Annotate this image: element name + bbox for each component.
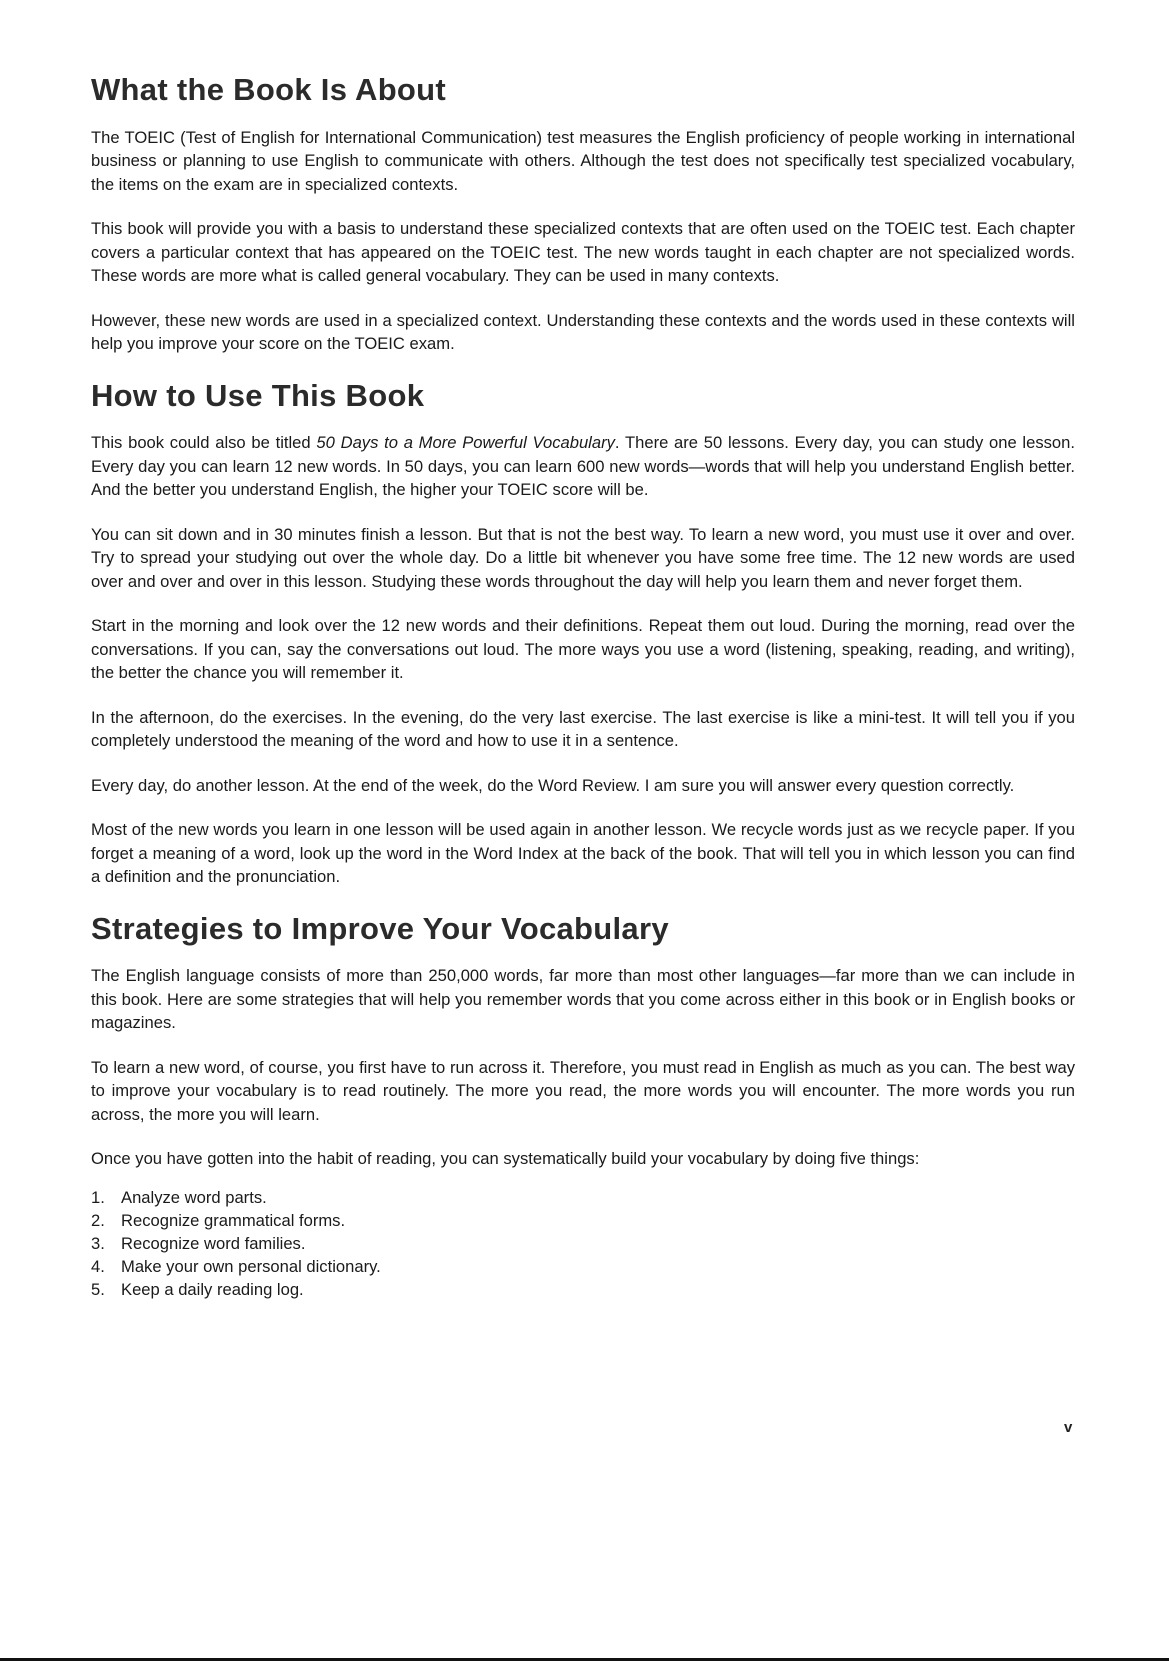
paragraph: Every day, do another lesson. At the end of the week, do the Word Review. I am sure you will answer every question correctly. [91, 775, 1015, 795]
section-how-to-use-this-book [91, 378, 1075, 889]
paragraph: This book will provide you with a basis to understand these specialized contexts that are often used on the TOEIC test. Each chapter covers a particular context that has appeared on the TOEIC test. The new words taught in each chapter are not specialized words. These words are more what is called general vocabulary. They can be used in many contexts. [91, 219, 1075, 286]
strategy-list [91, 1186, 1075, 1301]
page-number: v [1064, 1419, 1073, 1436]
paragraph: Most of the new words you learn in one lesson will be used again in another lesson. We recycle words just as we recycle paper. If you forget a meaning of a word, look up the word in the Word Index at the back of the book. That will tell you in which lesson you can find a definition and the pronunciation. [91, 820, 1075, 887]
paragraph: However, these new words are used in a specialized context. Understanding these contexts and the words used in these contexts will help you improve your score on the TOEIC exam. [91, 310, 1075, 354]
paragraph: Once you have gotten into the habit of reading, you can systematically build your vocabulary by doing five things: [91, 1149, 920, 1169]
list-item [91, 1209, 1075, 1232]
paragraph: To learn a new word, of course, you first have to run across it. Therefore, you must read in English as much as you can. The best way to improve your vocabulary is to read routinely. The more you read, the more words you will encounter. The more words you run across, the more you will learn. [91, 1057, 1075, 1124]
paragraph: Start in the morning and look over the 12 new words and their definitions. Repeat them out loud. During the morning, read over the conversations. If you can, say the conversations out loud. The more ways you use a word (listening, speaking, reading, and writing), the better the chance you will remember it. [91, 616, 1075, 683]
intro-text-before: This book could also be titled [91, 433, 317, 453]
list-item [91, 1186, 1075, 1209]
intro-text-after: . There are 50 lessons. Every day, you can study one lesson. Every day you can learn 12 new words. In 50 days, you can learn 600 new words—words that will help you understand English better. And the better you understand English, the higher your TOEIC score will be. [91, 433, 1075, 500]
list-number: 4. [91, 1256, 105, 1276]
list-text: Analyze word parts. [121, 1187, 267, 1207]
list-item [91, 1232, 1075, 1255]
section-heading: Strategies to Improve Your Vocabulary [91, 910, 669, 946]
section-heading: How to Use This Book [91, 377, 425, 413]
paragraph: You can sit down and in 30 minutes finish a lesson. But that is not the best way. To learn a new word, you must use it over and over. Try to spread your studying out over the whole day. Do a little bit whenever you have some free time. The 12 new words are used over and over and over in this lesson. Studying these words throughout the day will help you learn them and never forget them. [91, 524, 1075, 591]
section-heading: What the Book Is About [91, 72, 447, 107]
list-item [91, 1255, 1075, 1278]
paragraph: The TOEIC (Test of English for International Communication) test measures the English proficiency of people working in international business or planning to use English to communicate with others. Although the test does not specifically test specialized vocabulary, the items on the exam are in specialized contexts. [91, 127, 1075, 194]
list-number: 1. [91, 1187, 105, 1207]
list-number: 5. [91, 1279, 105, 1299]
list-text: Make your own personal dictionary. [121, 1256, 381, 1276]
document-page [91, 72, 1075, 1323]
paragraph: In the afternoon, do the exercises. In the evening, do the very last exercise. The last exercise is like a mini-test. It will tell you if you completely understood the meaning of the word and how to use it in a sentence. [91, 707, 1075, 751]
paragraph: The English language consists of more than 250,000 words, far more than most other languages—far more than we can include in this book. Here are some strategies that will help you remember words that you come across either in this book or in English books or magazines. [91, 966, 1075, 1033]
list-text: Recognize grammatical forms. [121, 1210, 346, 1230]
list-text: Recognize word families. [121, 1233, 306, 1253]
list-number: 3. [91, 1233, 105, 1253]
list-number: 2. [91, 1210, 105, 1230]
list-item [91, 1278, 1075, 1301]
section-strategies [91, 911, 1075, 1301]
book-title: 50 Days to a More Powerful Vocabulary [316, 433, 615, 453]
section-what-the-book-is-about [91, 72, 1075, 356]
list-text: Keep a daily reading log. [121, 1279, 304, 1299]
intro-paragraph [91, 431, 1075, 502]
